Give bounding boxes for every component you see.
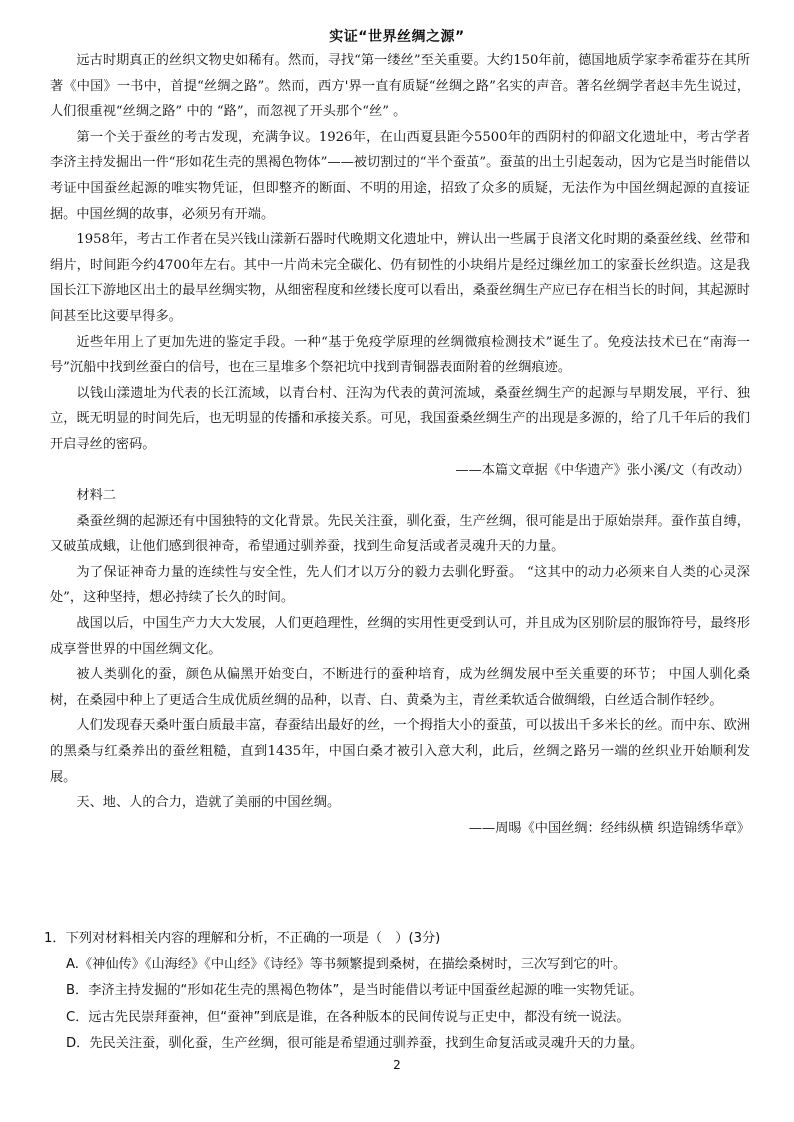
page-title: 实证“世界丝绸之源” bbox=[329, 29, 465, 45]
material2-paragraph-1: 桑蚕丝绸的起源还有中国独特的文化背景。先民关注蚕，驯化蚕，生产丝绸，很可能是出于原始崇拜。蚕作茧自缚，又破茧成蛾，让他们感到很神奇，希望通过驯养蚕，找到生命复活或者灵魂升天的力量。 bbox=[50, 513, 750, 555]
material2-source: ——周晹《中国丝绸：经纬纵横 织造锦绣华章》 bbox=[468, 820, 750, 836]
question-option-d: D．先民关注蚕，驯化蚕，生产丝绸，很可能是希望通过驯养蚕，找到生命复活或灵魂升天的力量。 bbox=[66, 1035, 644, 1051]
page-number: 2 bbox=[393, 1058, 401, 1072]
material1-paragraph-3: 1958年，考古工作者在吴兴钱山漾新石器时代晚期文化遗址中，辨认出一些属于良渚文化时期的桑蚕丝线、丝带和绢片，时间距今约4700年左右。其中一片尚未完全碳化、仍有韧性的小块绢片是经过缫丝加工的家蚕长丝织造。这是我国长江下游地区出土的最早丝绸实物，从细密程度和丝缕长度可以看出，桑蚕丝绸生产应已存在相当长的时间，其起源时间甚至比这要早得多。 bbox=[50, 232, 750, 324]
material1-paragraph-1: 远古时期真正的丝织文物史如稀有。然而，寻找“第一缕丝”至关重要。大约150年前，德国地质学家李希霍芬在其所著《中国》一书中，首提“丝绸之路”。然而，西方'界一直有质疑“丝绸之路”名实的声音。著名丝绸学者赵丰先生说过，人们很重视“丝绸之路” 中的 “路”，而忽视了开头那个“丝” 。 bbox=[50, 53, 750, 120]
passage-body bbox=[50, 48, 750, 841]
material2-paragraph-3: 战国以后，中国生产力大大发展，人们更趋理性，丝绸的实用性更受到认可，并且成为区别阶层的服饰符号，最终形成享誉世界的中国丝绸文化。 bbox=[50, 616, 750, 657]
material2-paragraph-6: 天、地、人的合力，造就了美丽的中国丝绸。 bbox=[76, 795, 341, 811]
material2-paragraph-2: 为了保证神奇力量的连续性与安全性，先人们才以万分的毅力去驯化野蚕。 “这其中的动力必须来自人类的心灵深处”，这种坚持，想必持续了长久的时间。 bbox=[50, 564, 750, 606]
question-option-c: C．远古先民崇拜蚕神，但“蚕神”到底是谁，在各种版本的民间传说与正史中，都没有统一说法。 bbox=[66, 1009, 630, 1025]
material1-source: ——本篇文章据《中华遗产》张小溪/文（有改动） bbox=[455, 462, 750, 478]
question-option-b: B．李济主持发掘的“形如花生壳的黑褐色物体”，是当时能借以考证中国蚕丝起源的唯一实物凭证。 bbox=[66, 983, 643, 999]
question-block bbox=[44, 926, 750, 1057]
material1-paragraph-5: 以钱山漾遗址为代表的长江流域，以青台村、汪沟为代表的黄河流域，桑蚕丝绸生产的起源与早期发展，平行、独立，既无明显的时间先后，也无明显的传播和承接关系。可见，我国蚕桑丝绸生产的出现是多源的，给了几千年后的我们开启寻丝的密码。 bbox=[50, 385, 750, 452]
question-stem: 1．下列对材料相关内容的理解和分析，不正确的一项是（ ）(3分) bbox=[44, 931, 441, 946]
material2-paragraph-4: 被人类驯化的蚕，颜色从偏黑开始变白，不断进行的蚕种培育，成为丝绸发展中至关重要的环节； 中国人驯化桑树，在桑园中种上了更适合生成优质丝绸的品种，以青、白、黄桑为主，青丝柔软适合做绸缎，白丝适合制作轻纱。 bbox=[50, 667, 750, 708]
material2-paragraph-5: 人们发现春天桑叶蛋白质最丰富，春蚕结出最好的丝，一个拇指大小的蚕茧，可以拔出千多米长的丝。而中东、欧洲的黑桑与红桑养出的蚕丝粗糙，直到1435年，中国白桑才被引入意大利，此后，丝绸之路另一端的丝织业开始顺利发展。 bbox=[50, 718, 750, 785]
material1-paragraph-4: 近些年用上了更加先进的鉴定手段。一种“基于免疫学原理的丝绸微痕检测技术”诞生了。免疫法技术已在“南海一号”沉船中找到丝蚕白的信号，也在三星堆多个祭祀坑中找到青铜器表面附着的丝绸痕迹。 bbox=[50, 334, 750, 376]
question-option-a: A.《神仙传》《山海经》《中山经》《诗经》等书频繁提到桑树，在描绘桑树时，三次写到它的叶。 bbox=[66, 957, 627, 973]
material1-paragraph-2: 第一个关于蚕丝的考古发现，充满争议。1926年，在山西夏县距今5500年的西阴村的仰韶文化遗址中，考古学者李济主持发掘出一件“形如花生壳的黑褐色物体”——被切割过的“半个蚕茧”。蚕茧的出土引起轰动，因为它是当时能借以考证中国蚕丝起源的唯实物凭证，但即整齐的断面、不明的用途，招致了众多的质疑，无法作为中国丝绸起源的直接证据。中国丝绸的故事，必须另有开端。 bbox=[50, 129, 750, 222]
material2-heading: 材料二 bbox=[76, 488, 116, 504]
